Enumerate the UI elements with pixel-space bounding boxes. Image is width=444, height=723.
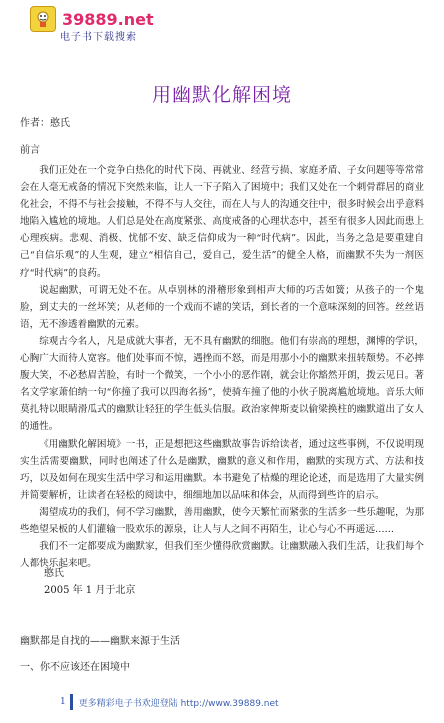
paragraph: 我们不一定都要成为幽默家，但我们至少懂得欣赏幽默。让幽默融入我们生活，让我们每个人都快乐起来吧。 [20, 541, 424, 570]
paragraph: 综观古今名人，凡是成就大事者，无不具有幽默的细胞。他们有崇高的理想，渊博的学识，心胸广大而待人宽容。他们处事而不惊，遇挫而不怒，而是用那小小的幽默来扭转颓势。不必摔腹大笑，不必愁眉苦脸，有时一个微笑，一个小小的恶作剧，就会让你豁然开朗，拨云见日。著名文学家萧伯纳一句“你撞了我可以四海名扬”，使骑车撞了他的小伙子脱离尴尬境地。音乐大师莫扎特以眼睛滑瓜式的幽默让轻狂的学生低头信服。政治家俾斯麦以偷梁换柱的幽默道出了女人的通性。 [20, 335, 424, 433]
author-line: 作者：憨氏 [20, 118, 70, 129]
paragraph: 说起幽默，可谓无处不在。从卓别林的滑稽形象到相声大师的巧舌如簧；从孩子的一个鬼脸，到丈夫的一丝坏笑；从老师的一个戏而不谑的笑话，到长者的一个意味深刻的回答。丝丝语语，无不渗透着幽默的元素。 [20, 284, 424, 330]
logo-icon [30, 6, 56, 32]
document-title: 用幽默化解困境 [151, 84, 292, 106]
footer-divider [70, 694, 73, 710]
logo-subtitle: 电子书下载搜索 [60, 32, 137, 43]
logo-text: 39889.net [62, 9, 154, 29]
site-logo [30, 6, 190, 50]
preface-heading: 前言 [20, 145, 40, 156]
preface-body [20, 162, 424, 572]
paragraph: 我们正处在一个竞争白热化的时代下岗、再就业、经营亏损、家庭矛盾、子女问题等等常常会在人毫无戒备的情况下突然来临，让人一下子陷入了困境中；我们又处在一个刺骨群居的商业化社会，不得不与社会接触，不得不与人交往，而在人与人的沟通交往中，很多时候会出乎意料地陷入尴尬的境地。人们总是处在高度紧张、高度戒备的心理状态中，甚至有很多人因此而患上心理疾病。悲观、消极、忧郁不安、缺乏信仰成为一种“时代病”。因此，当务之急是要重建自己“自信乐观”的人生观，建立“相信自己，爱自己，爱生活”的健全人格，而幽默不失为一剂医疗“时代病”的良药。 [20, 165, 424, 279]
signature-name: 憨氏 [44, 568, 64, 579]
signature-date: 2005 年 1 月于北京 [44, 585, 136, 596]
page-number: 1 [60, 697, 66, 707]
paragraph: 渴望成功的我们，何不学习幽默，善用幽默，使今天繁忙而紧张的生活多一些乐趣呢，为那些绝望呆板的人们灌输一股欢乐的源泉，让人与人之间不再陌生，让心与心不再遥远…… [20, 506, 424, 535]
subsection-heading: 一、你不应该还在困境中 [20, 662, 130, 673]
section-heading: 幽默都是自找的——幽默来源于生活 [20, 636, 180, 647]
footer-link[interactable]: 更多精彩电子书欢迎登陆 http://www.39889.net [78, 698, 279, 709]
paragraph: 《用幽默化解困境》一书，正是想把这些幽默故事告诉给读者，通过这些事例，不仅说明现实生活需要幽默，同时也阐述了什么是幽默，幽默的意义和作用，幽默的实现方式、方法和技巧，以及如何在现实生活中学习和运用幽默。本书避免了枯燥的理论论述，而是选用了大量实例并简要解析，让读者在轻松的阅读中，细细地加以品味和体会，从而得到些许的启示。 [20, 438, 424, 501]
page-footer [60, 694, 279, 710]
